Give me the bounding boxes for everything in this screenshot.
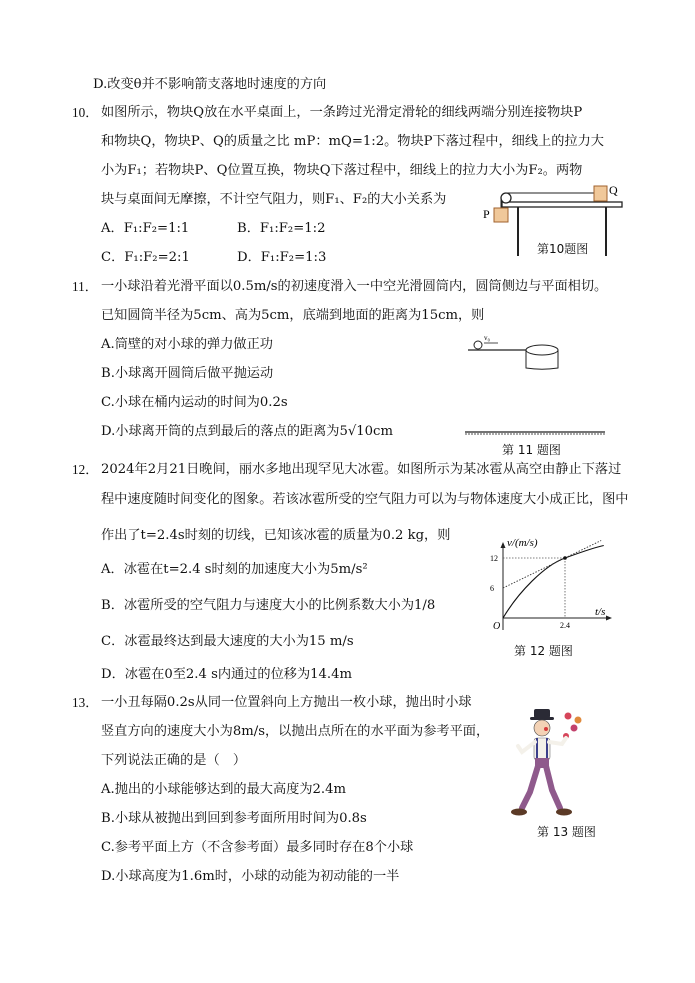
q11-figure-caption: 第 11 题图: [502, 443, 561, 457]
q12-option-d: D．冰雹在0至2.4 s内通过的位移为14.4m: [101, 667, 353, 682]
q10-figure-caption: 第10题图: [537, 242, 589, 256]
pulley-table-top: [502, 202, 622, 207]
x-axis-arrow: [606, 616, 612, 621]
label-p: P: [483, 207, 490, 221]
q10-option-c: C．F₁:F₂=2:1: [101, 250, 190, 265]
clown-nose: [544, 727, 548, 731]
origin-label: O: [493, 621, 501, 632]
q11-number: 11．: [72, 279, 98, 294]
q11-option-c: C.小球在桶内运动的时间为0.2s: [101, 395, 288, 410]
q12-option-a: A．冰雹在t=2.4 s时刻的加速度大小为5m/s²: [101, 562, 368, 577]
label-q: Q: [609, 183, 618, 197]
ball: [474, 341, 482, 349]
q12-line-3: 作出了t=2.4s时刻的切线，已知该冰雹的质量为0.2 kg，则: [101, 528, 451, 543]
q10-option-d: D．F₁:F₂=1:3: [237, 250, 327, 265]
q10-option-a: A．F₁:F₂=1:1: [101, 221, 190, 236]
q11-option-b: B.小球离开圆筒后做平抛运动: [101, 366, 274, 381]
juggling-ball-2: [575, 717, 582, 724]
clown-hat-brim: [530, 717, 554, 720]
y-axis-arrow: [501, 542, 506, 548]
y-axis-label: v/(m/s): [507, 537, 538, 549]
q10-line-4: 块与桌面间无摩擦，不计空气阻力，则F₁、F₂的大小关系为: [101, 192, 447, 207]
block-q: [594, 186, 607, 201]
y-tick-label-12: 12: [490, 554, 498, 563]
q10-line-3: 小为F₁；若物块P、Q位置互换，物块Q下落过程中，细线上的拉力大小为F₂。两物: [101, 163, 583, 178]
q12-line-1: 2024年2月21日晚间，丽水多地出现罕见大冰雹。如图所示为某冰雹从高空由静止下落过: [101, 462, 622, 477]
q11-option-d: D.小球离开筒的点到最后的落点的距离为5√10cm: [101, 424, 393, 439]
q13-line-2: 竖直方向的速度大小为8m/s，以抛出点所在的水平面为参考平面，: [101, 724, 490, 739]
q11-option-a: A.筒壁的对小球的弹力做正功: [101, 337, 273, 352]
q13-option-c: C.参考平面上方（不含参考面）最多同时存在8个小球: [101, 840, 414, 855]
q9-option-d: D.改变θ并不影响箭支落地时速度的方向: [93, 77, 327, 92]
q13-clown-illustration: [508, 706, 618, 821]
q13-line-1: 一小丑每隔0.2s从同一位置斜向上方抛出一枚小球，抛出时小球: [101, 695, 472, 710]
juggling-ball-3: [571, 725, 578, 732]
q13-option-b: B.小球从被抛出到回到参考面所用时间为0.8s: [101, 811, 367, 826]
q10-option-b: B．F₁:F₂=1:2: [237, 221, 326, 236]
cylinder-top: [526, 345, 558, 355]
clown-shoe-left: [511, 809, 527, 816]
block-p: [494, 208, 508, 222]
q12-figure-caption: 第 12 题图: [514, 644, 573, 658]
q13-number: 13．: [72, 695, 99, 710]
x-axis-label: t/s: [595, 606, 606, 618]
label-v0: v₀: [484, 334, 490, 342]
q10-number: 10．: [72, 105, 99, 120]
clown-shoe-right: [556, 809, 572, 816]
q12-number: 12．: [72, 462, 99, 477]
q12-option-b: B．冰雹所受的空气阻力与速度大小的比例系数大小为1/8: [101, 598, 436, 613]
q13-option-a: A.抛出的小球能够达到的最大高度为2.4m: [101, 782, 347, 797]
q13-option-d: D.小球高度为1.6m时，小球的动能为初动能的一半: [101, 869, 400, 884]
q12-option-c: C．冰雹最终达到最大速度的大小为15 m/s: [101, 634, 354, 649]
q10-line-2: 和物块Q，物块P、Q的质量之比 mP：mQ=1:2。物块P下落过程中，细线上的拉力大: [101, 134, 604, 149]
q11-line-1: 一小球沿着光滑平面以0.5m/s的初速度滑入一中空光滑圆筒内，圆筒侧边与平面相切。: [101, 279, 608, 294]
q12-vt-chart: [485, 538, 615, 638]
tangent-point: [563, 556, 567, 560]
clown-hat-top: [534, 709, 550, 718]
q10-line-1: 如图所示，物块Q放在水平桌面上，一条跨过光滑定滑轮的细线两端分别连接物块P: [101, 105, 583, 120]
x-tick-label-2.4: 2.4: [560, 621, 570, 630]
pulley-icon: [501, 193, 511, 203]
vt-curve-series: [503, 546, 604, 619]
y-tick-label-6: 6: [490, 584, 494, 593]
q13-figure-caption: 第 13 题图: [537, 825, 596, 839]
juggling-ball-1: [565, 713, 572, 720]
q13-line-3: 下列说法正确的是（ ）: [101, 753, 247, 768]
q11-figure: [460, 332, 610, 437]
q12-line-2: 程中速度随时间变化的图象。若该冰雹所受的空气阻力可以为与物体速度大小成正比，图中: [101, 492, 629, 507]
q11-line-2: 已知圆筒半径为5cm、高为5cm，底端到地面的距离为15cm，则: [101, 308, 485, 323]
